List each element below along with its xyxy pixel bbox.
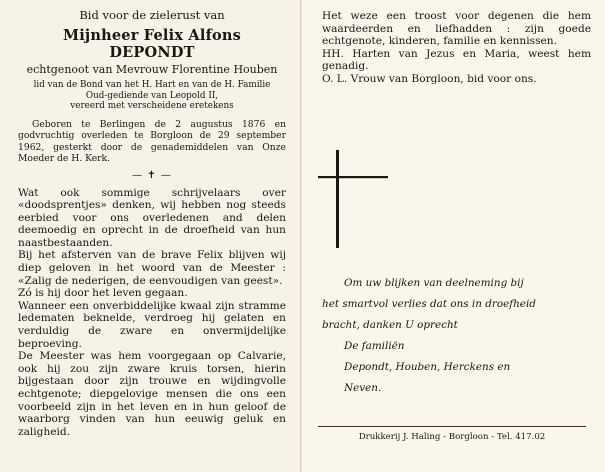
family-heading: De familiën bbox=[344, 340, 405, 352]
family-names: Depondt, Houben, Herckens en bbox=[344, 361, 511, 373]
thanks-line: bracht, danken U oprecht bbox=[322, 319, 458, 331]
eulogy-paragraph: Bij het afsterven van de brave Felix blijven wij diep geloven in het woord van de Meester : «Zalig de nederigen, de eenvoudigen van geest». bbox=[18, 249, 286, 287]
cross-divider: — ✝ — bbox=[132, 169, 172, 181]
thanks-block bbox=[322, 273, 592, 399]
birth-death-paragraph: Geboren te Berlingen de 2 augustus 1876 en godvruchtig overleden te Borgloon de 29 september 1962, gesterkt door de genademiddelen van Onze Moeder de H. Kerk. bbox=[18, 118, 286, 164]
spouse-line: echtgenoot van Mevrouw Florentine Houben bbox=[26, 63, 278, 76]
left-page bbox=[0, 0, 300, 472]
prayer-intro: Bid voor de zielerust van bbox=[79, 8, 225, 22]
eulogy-paragraph: Wat ook sommige schrijvelaars over «doodsprentjes» denken, wij hebben nog steeds eerbied voor ons overledenen and delen deemoedig en oprecht in de droefheid van hun naastbestaanden. bbox=[18, 186, 286, 249]
printer-credit: Drukkerij J. Haling - Borgloon - Tel. 417.02 bbox=[358, 432, 546, 442]
prayer-our-lady: O. L. Vrouw van Borgloon, bid voor ons. bbox=[322, 72, 537, 85]
eulogy-text bbox=[18, 187, 286, 439]
membership-line: lid van de Bond van het H. Hart en van de H. Familie bbox=[33, 80, 271, 90]
thanks-line: het smartvol verlies dat ons in droefheid bbox=[322, 298, 536, 310]
eulogy-paragraph: De Meester was hem voorgegaan op Calvarie, ook hij zou zijn zware kruis torsen, hierin bijgestaan door zijn trouwe en wijdingvolle echtgenote; diepgelovige mensen die ons een voorbeeld zijn in het leven en in hun geloof de waarborg vinden van hun eeuwig geluk en zaligheid. bbox=[18, 350, 286, 438]
eulogy-paragraph: Wanneer een onverbiddelijke kwaal zijn stramme ledematen beknelde, verdroeg hij gelaten en verduldig de zware en onvermijdelijke beproeving. bbox=[18, 299, 286, 350]
family-names: Neven. bbox=[344, 382, 382, 394]
eulogy-paragraph: Zó is hij door het leven gegaan. bbox=[18, 287, 188, 300]
thanks-line: Om uw blijken van deelneming bij bbox=[344, 277, 524, 289]
consolation-paragraph: Het weze een troost voor degenen die hem waardeerden en liefhadden : zijn goede echtgenote, kinderen, familie en kennissen. bbox=[322, 10, 591, 48]
printer-divider bbox=[318, 426, 586, 427]
membership-line: vereerd met verscheidene eretekens bbox=[70, 101, 234, 111]
membership-line: Oud-gediende van Leopold II, bbox=[85, 90, 219, 101]
deceased-name: Mijnheer Felix Alfons DEPONDT bbox=[62, 27, 242, 61]
cross-icon bbox=[318, 150, 388, 250]
prayer-hearts: HH. Harten van Jezus en Maria, weest hem genadig. bbox=[322, 47, 591, 73]
